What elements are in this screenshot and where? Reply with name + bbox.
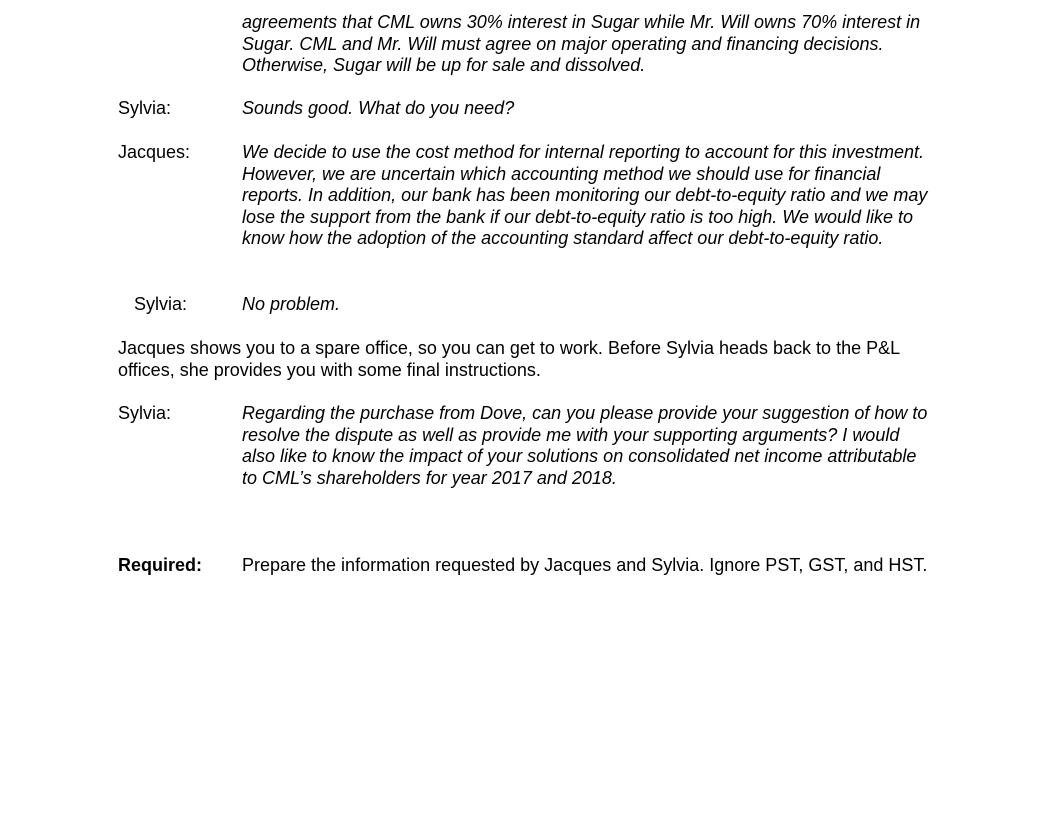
- required-label: Required:: [118, 555, 203, 575]
- speaker-label-jacques: Jacques:: [118, 142, 191, 162]
- speaker-label-sylvia: Sylvia:: [134, 294, 188, 314]
- dialogue-text: No problem.: [242, 294, 341, 314]
- required-text: Prepare the information requested by Jacques and Sylvia. Ignore PST, GST, and HST.: [242, 555, 928, 575]
- dialogue-text: We decide to use the cost method for internal reporting to account for this investment. However, we are uncertain which accounting method we should use for financial reports. In addition, our bank has been monitoring our debt-to-equity ratio and we may lose the support from the bank if our debt-to-equity ratio is too high. We would like to know how the adoption of the accounting standard affect our debt-to-equity ratio.: [242, 142, 928, 249]
- dialogue-text: Regarding the purchase from Dove, can you please provide your suggestion of how to resolve the dispute as well as provide me with your supporting arguments? I would also like to know the impact of your solutions on consolidated net income attributable to CML’s shareholders for year 2017 and 2018.: [242, 403, 928, 488]
- speaker-label-sylvia: Sylvia:: [118, 403, 172, 423]
- dialogue-text: Sounds good. What do you need?: [242, 98, 515, 118]
- narration-paragraph: Jacques shows you to a spare office, so you can get to work. Before Sylvia heads back to the P&L offices, she provides you with some final instructions.: [118, 338, 900, 380]
- dialogue-continuation-text: agreements that CML owns 30% interest in Sugar while Mr. Will owns 70% interest in Sugar. CML and Mr. Will must agree on major operating and financing decisions. Otherwise, Sugar will be up for sale and dissolved.: [242, 12, 921, 76]
- speaker-label-sylvia: Sylvia:: [118, 98, 172, 118]
